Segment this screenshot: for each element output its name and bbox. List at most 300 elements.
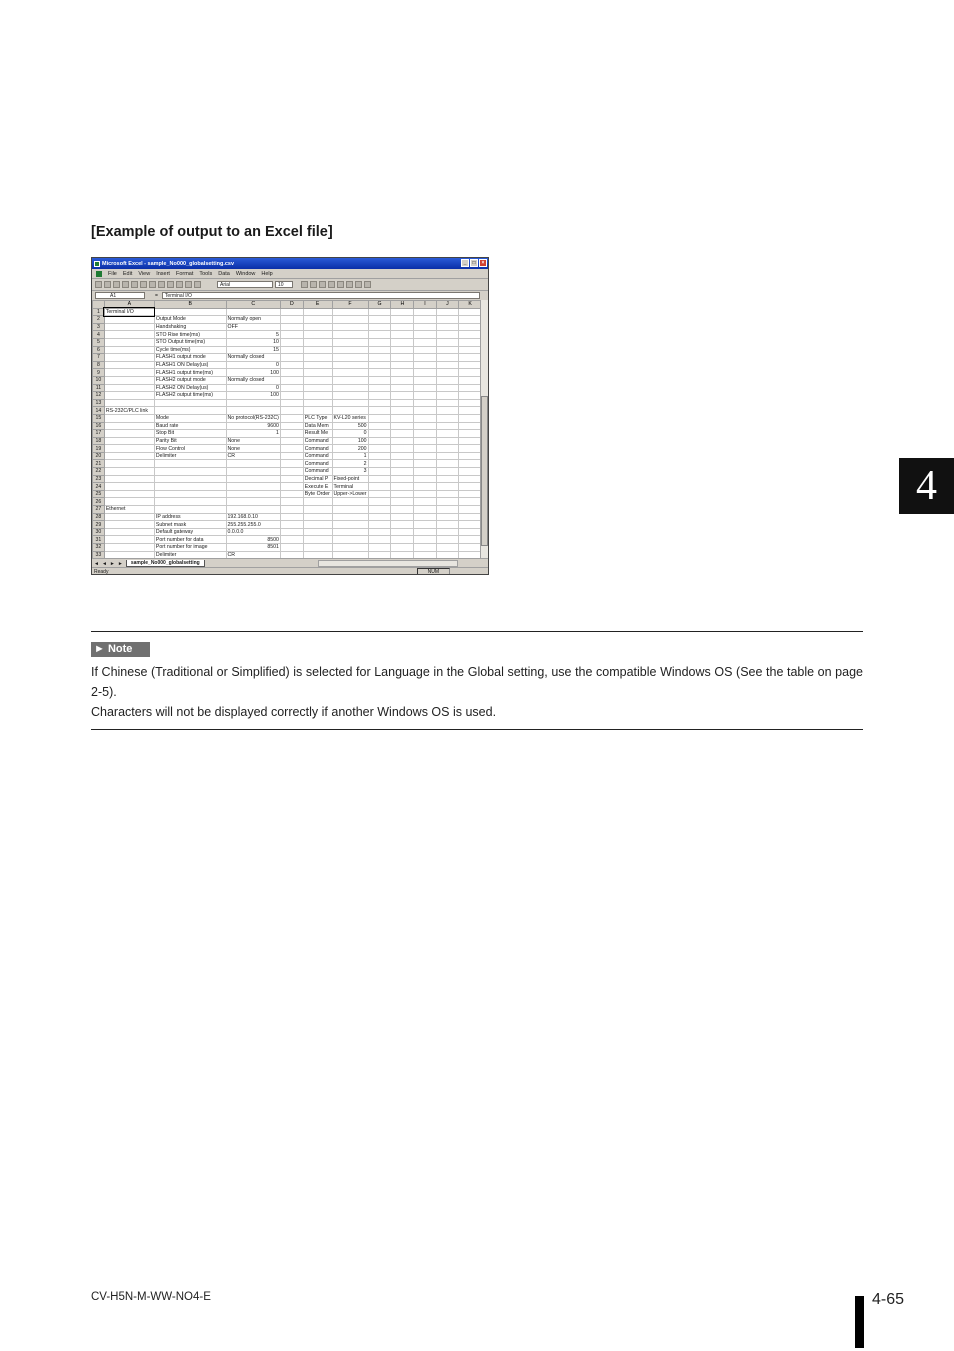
cell[interactable] [154, 407, 226, 415]
font-name-select[interactable]: Arial [217, 281, 273, 288]
help-icon[interactable] [194, 281, 201, 288]
cell[interactable] [459, 392, 482, 400]
cell[interactable] [303, 506, 332, 514]
cell[interactable] [154, 468, 226, 476]
cell[interactable] [368, 498, 391, 506]
cell[interactable] [104, 460, 154, 468]
cell[interactable] [332, 376, 368, 384]
cell[interactable] [104, 521, 154, 529]
cell[interactable] [368, 460, 391, 468]
cell[interactable] [436, 316, 459, 324]
cell[interactable] [414, 430, 436, 438]
cell[interactable] [459, 437, 482, 445]
cell[interactable] [280, 452, 303, 460]
row-header[interactable]: 11 [93, 384, 105, 392]
cell[interactable] [280, 346, 303, 354]
column-header[interactable]: F [332, 301, 368, 309]
row-header[interactable]: 8 [93, 361, 105, 369]
cell[interactable] [280, 536, 303, 544]
cell[interactable] [414, 490, 436, 498]
row-header[interactable]: 9 [93, 369, 105, 377]
cell[interactable]: No protocol(RS-232C) [227, 415, 279, 422]
menu-item[interactable]: Window [235, 270, 256, 277]
cell[interactable] [280, 506, 303, 514]
cell[interactable] [391, 407, 414, 415]
cell[interactable] [332, 316, 368, 324]
cell[interactable] [104, 331, 154, 339]
cell[interactable]: Fixed-point [332, 475, 368, 483]
cell[interactable]: FLASH1 output time(ms) [154, 369, 226, 377]
cell[interactable] [459, 369, 482, 377]
cell[interactable] [414, 392, 436, 400]
formula-input[interactable]: Terminal I/O [162, 292, 480, 299]
menu-item[interactable]: Tools [199, 270, 213, 277]
cell[interactable]: CR [226, 452, 280, 460]
maximize-icon[interactable]: □ [470, 259, 478, 267]
cell[interactable]: 100 [226, 369, 280, 377]
align-center-icon[interactable] [337, 281, 344, 288]
cell[interactable] [459, 376, 482, 384]
column-header[interactable]: B [154, 301, 226, 309]
cell[interactable] [226, 490, 280, 498]
cell[interactable] [332, 331, 368, 339]
cell[interactable] [414, 376, 436, 384]
cell[interactable] [368, 445, 391, 453]
cell[interactable]: 8500 [226, 536, 280, 544]
cell[interactable] [459, 407, 482, 415]
column-header[interactable]: D [280, 301, 303, 309]
row-header[interactable]: 32 [93, 544, 105, 552]
cell[interactable] [368, 384, 391, 392]
cell[interactable] [332, 544, 368, 552]
cell[interactable] [104, 430, 154, 438]
cell[interactable] [391, 422, 414, 430]
align-left-icon[interactable] [328, 281, 335, 288]
cell[interactable]: Terminal [332, 483, 368, 491]
cell[interactable] [459, 498, 482, 506]
cell[interactable] [414, 354, 436, 362]
row-header[interactable]: 16 [93, 422, 105, 430]
cell[interactable] [303, 551, 332, 558]
cell[interactable] [436, 399, 459, 407]
cell[interactable] [459, 331, 482, 339]
cell[interactable] [104, 384, 154, 392]
next-sheet-icon[interactable]: ► [109, 560, 115, 567]
cell[interactable]: Subnet mask [154, 521, 226, 529]
cell[interactable] [332, 513, 368, 521]
cell[interactable] [303, 407, 332, 415]
cell[interactable] [280, 407, 303, 415]
column-header[interactable]: C [226, 301, 280, 309]
cell[interactable] [368, 551, 391, 558]
cell[interactable] [459, 316, 482, 324]
cell[interactable] [459, 536, 482, 544]
cell[interactable] [280, 369, 303, 377]
cell[interactable] [280, 422, 303, 430]
cell[interactable] [391, 361, 414, 369]
cell[interactable] [332, 308, 368, 316]
cell[interactable] [459, 513, 482, 521]
cell[interactable] [303, 392, 332, 400]
cell[interactable]: Ethernet [104, 506, 154, 514]
cell[interactable] [436, 331, 459, 339]
cell[interactable] [303, 536, 332, 544]
row-header[interactable]: 7 [93, 354, 105, 362]
cell[interactable] [414, 513, 436, 521]
cell[interactable] [436, 445, 459, 453]
last-sheet-icon[interactable]: ► [117, 560, 123, 567]
menu-item[interactable]: Format [175, 270, 194, 277]
cell[interactable] [104, 490, 154, 498]
cell[interactable]: 0 [226, 384, 280, 392]
cell[interactable] [459, 308, 482, 316]
cell[interactable] [280, 460, 303, 468]
cell[interactable] [391, 414, 414, 422]
cell[interactable] [104, 544, 154, 552]
cell[interactable] [414, 346, 436, 354]
cell[interactable] [414, 536, 436, 544]
cell[interactable] [303, 544, 332, 552]
cell[interactable] [332, 354, 368, 362]
cell[interactable] [280, 498, 303, 506]
cell[interactable] [436, 376, 459, 384]
cell[interactable]: 1 [332, 452, 368, 460]
cell[interactable] [368, 316, 391, 324]
cell[interactable] [154, 490, 226, 498]
cell[interactable] [368, 323, 391, 331]
cell[interactable] [104, 498, 154, 506]
cell[interactable] [459, 338, 482, 346]
cell[interactable] [436, 521, 459, 529]
cell[interactable] [459, 354, 482, 362]
cell[interactable] [391, 544, 414, 552]
cell[interactable] [280, 354, 303, 362]
cell[interactable]: 100 [226, 392, 280, 400]
open-icon[interactable] [104, 281, 111, 288]
vertical-scrollbar[interactable] [480, 300, 488, 558]
column-header[interactable]: I [414, 301, 436, 309]
cell[interactable] [436, 361, 459, 369]
cell[interactable] [104, 452, 154, 460]
scroll-thumb[interactable] [481, 396, 488, 546]
cell[interactable]: KV-L20 series [332, 414, 368, 422]
row-header[interactable]: 27 [93, 506, 105, 514]
cell[interactable] [436, 369, 459, 377]
cell[interactable] [368, 452, 391, 460]
cell[interactable] [391, 528, 414, 536]
cell[interactable] [368, 521, 391, 529]
cell[interactable]: STO Output time(ms) [154, 338, 226, 346]
cell[interactable]: RS-232C/PLC link [104, 407, 154, 415]
cell[interactable] [391, 460, 414, 468]
horizontal-scrollbar[interactable] [318, 560, 458, 567]
cell[interactable]: 3 [332, 468, 368, 476]
row-header[interactable]: 18 [93, 437, 105, 445]
cell[interactable] [154, 460, 226, 468]
cell[interactable]: FLASH2 output mode [154, 376, 226, 384]
cell[interactable] [414, 399, 436, 407]
cell[interactable]: Command [303, 468, 332, 476]
row-header[interactable]: 10 [93, 376, 105, 384]
cell[interactable] [436, 384, 459, 392]
row-header[interactable]: 14 [93, 407, 105, 415]
cell[interactable] [226, 407, 280, 415]
column-header[interactable]: K [459, 301, 482, 309]
cell[interactable] [391, 483, 414, 491]
cell[interactable] [459, 323, 482, 331]
cell[interactable] [436, 536, 459, 544]
cell[interactable]: Byte Order [303, 490, 332, 498]
cell[interactable] [391, 392, 414, 400]
cell[interactable]: Normally open [226, 316, 280, 324]
cell[interactable] [436, 490, 459, 498]
cell[interactable] [154, 498, 226, 506]
cell[interactable] [414, 369, 436, 377]
cell[interactable] [459, 384, 482, 392]
cell[interactable]: 192.168.0.10 [226, 513, 280, 521]
cell[interactable] [280, 308, 303, 316]
cell[interactable] [436, 513, 459, 521]
cell[interactable] [332, 528, 368, 536]
cell[interactable]: FLASH2 ON Delay(us) [154, 384, 226, 392]
cell[interactable] [391, 475, 414, 483]
cell[interactable]: STO Rise time(ms) [154, 331, 226, 339]
cell[interactable] [280, 475, 303, 483]
cell[interactable] [414, 384, 436, 392]
cell[interactable] [104, 338, 154, 346]
cell[interactable] [280, 528, 303, 536]
cell[interactable]: Delimiter [154, 452, 226, 460]
cell[interactable] [368, 354, 391, 362]
cell[interactable] [459, 445, 482, 453]
print-icon[interactable] [122, 281, 129, 288]
cell[interactable] [368, 407, 391, 415]
cell[interactable] [436, 475, 459, 483]
cell[interactable] [391, 430, 414, 438]
cell[interactable] [104, 369, 154, 377]
cell[interactable] [391, 331, 414, 339]
cell[interactable] [226, 460, 280, 468]
cell[interactable] [104, 445, 154, 453]
cell[interactable] [436, 468, 459, 476]
cell[interactable] [280, 445, 303, 453]
cell[interactable] [459, 361, 482, 369]
cell[interactable] [459, 430, 482, 438]
cell[interactable]: Port number for data [154, 536, 226, 544]
cell[interactable]: None [226, 445, 280, 453]
save-icon[interactable] [113, 281, 120, 288]
cell[interactable] [368, 346, 391, 354]
cell[interactable] [303, 528, 332, 536]
cell[interactable]: Default gateway [154, 528, 226, 536]
cell[interactable] [414, 498, 436, 506]
close-icon[interactable]: × [479, 259, 487, 267]
cell[interactable] [368, 430, 391, 438]
cell[interactable] [391, 513, 414, 521]
row-header[interactable]: 6 [93, 346, 105, 354]
cell[interactable]: Command [303, 445, 332, 453]
row-header[interactable]: 25 [93, 490, 105, 498]
cell[interactable] [414, 407, 436, 415]
row-header[interactable]: 20 [93, 452, 105, 460]
row-header[interactable]: 23 [93, 475, 105, 483]
cell[interactable] [280, 331, 303, 339]
cell[interactable] [391, 521, 414, 529]
cell[interactable] [332, 392, 368, 400]
column-header[interactable]: H [391, 301, 414, 309]
cell[interactable] [414, 308, 436, 316]
menu-item[interactable]: Edit [122, 270, 133, 277]
cell[interactable] [459, 475, 482, 483]
cell[interactable] [391, 498, 414, 506]
row-header[interactable]: 17 [93, 430, 105, 438]
copy-icon[interactable] [140, 281, 147, 288]
cell[interactable] [414, 483, 436, 491]
cell[interactable]: None [226, 437, 280, 445]
cell[interactable] [414, 544, 436, 552]
row-header[interactable]: 26 [93, 498, 105, 506]
chart-icon[interactable] [185, 281, 192, 288]
cell[interactable] [436, 437, 459, 445]
cell[interactable]: Flow Control [154, 445, 226, 453]
cell[interactable]: 5 [226, 331, 280, 339]
cell[interactable] [332, 407, 368, 415]
cell[interactable] [414, 551, 436, 558]
cell[interactable] [104, 513, 154, 521]
cell[interactable] [303, 354, 332, 362]
cell[interactable]: Command [303, 437, 332, 445]
cell[interactable]: FLASH1 ON Delay(us) [154, 361, 226, 369]
row-header[interactable]: 31 [93, 536, 105, 544]
cell[interactable] [303, 316, 332, 324]
first-sheet-icon[interactable]: ◄ [94, 560, 99, 567]
cell[interactable] [303, 498, 332, 506]
row-header[interactable]: 24 [93, 483, 105, 491]
cell[interactable] [332, 521, 368, 529]
cell[interactable] [332, 338, 368, 346]
cell[interactable] [436, 338, 459, 346]
cell[interactable] [368, 399, 391, 407]
cell[interactable] [414, 445, 436, 453]
cell[interactable]: 255.255.255.0 [226, 521, 280, 529]
column-header[interactable]: J [436, 301, 459, 309]
cell[interactable] [280, 437, 303, 445]
new-icon[interactable] [95, 281, 102, 288]
cell[interactable] [368, 331, 391, 339]
menu-item[interactable]: View [138, 270, 151, 277]
cell[interactable] [104, 528, 154, 536]
cell[interactable] [414, 468, 436, 476]
cell[interactable]: Decimal P [303, 475, 332, 483]
cell[interactable] [280, 323, 303, 331]
cell[interactable]: 10 [226, 338, 280, 346]
cell[interactable] [368, 369, 391, 377]
cell[interactable] [332, 361, 368, 369]
cell[interactable] [280, 521, 303, 529]
italic-icon[interactable] [310, 281, 317, 288]
row-header[interactable]: 22 [93, 468, 105, 476]
cell[interactable] [368, 437, 391, 445]
cell[interactable] [280, 468, 303, 476]
cell[interactable] [459, 544, 482, 552]
cell[interactable]: 0.0.0.0 [226, 528, 280, 536]
font-color-icon[interactable] [364, 281, 371, 288]
cell[interactable]: 0 [332, 430, 368, 438]
cell[interactable] [332, 346, 368, 354]
cell[interactable] [368, 422, 391, 430]
cell[interactable] [436, 407, 459, 415]
cell[interactable] [303, 338, 332, 346]
cell[interactable] [391, 445, 414, 453]
cell[interactable] [391, 376, 414, 384]
cell[interactable] [303, 376, 332, 384]
cell[interactable] [459, 528, 482, 536]
cell[interactable] [391, 316, 414, 324]
row-header[interactable]: 2 [93, 316, 105, 324]
cell[interactable] [436, 392, 459, 400]
cell[interactable] [280, 430, 303, 438]
cell[interactable] [280, 392, 303, 400]
cell[interactable]: Execute E [303, 483, 332, 491]
cell[interactable] [332, 498, 368, 506]
cell[interactable] [436, 528, 459, 536]
cell[interactable] [414, 323, 436, 331]
cell[interactable]: 0 [226, 361, 280, 369]
cell[interactable]: Data Mem [303, 422, 332, 430]
cell[interactable] [391, 399, 414, 407]
cell[interactable]: Command [303, 460, 332, 468]
cell[interactable] [280, 361, 303, 369]
cell[interactable] [436, 422, 459, 430]
cell[interactable]: Upper->Lower [333, 491, 367, 498]
cell[interactable] [104, 551, 154, 558]
cell[interactable] [414, 437, 436, 445]
cell[interactable] [459, 346, 482, 354]
cell[interactable] [459, 521, 482, 529]
cell[interactable] [436, 414, 459, 422]
cell[interactable] [368, 506, 391, 514]
underline-icon[interactable] [319, 281, 326, 288]
row-header[interactable]: 13 [93, 399, 105, 407]
cell[interactable] [368, 528, 391, 536]
cell[interactable] [459, 551, 482, 558]
minimize-icon[interactable]: _ [461, 259, 469, 267]
cell[interactable] [303, 361, 332, 369]
cell[interactable] [104, 323, 154, 331]
cell[interactable] [391, 338, 414, 346]
cell[interactable]: Handshaking [154, 323, 226, 331]
cell[interactable] [226, 475, 280, 483]
menu-item[interactable]: Help [261, 270, 273, 277]
cell[interactable] [303, 331, 332, 339]
cell[interactable]: 8501 [226, 544, 280, 552]
select-all-corner[interactable] [93, 301, 105, 309]
cell[interactable] [391, 468, 414, 476]
sort-icon[interactable] [176, 281, 183, 288]
cell[interactable] [154, 475, 226, 483]
cell[interactable]: FLASH1 output mode [154, 354, 226, 362]
font-size-select[interactable]: 10 [275, 281, 293, 288]
menu-item[interactable]: Insert [156, 270, 170, 277]
cell[interactable] [104, 399, 154, 407]
cell[interactable] [303, 521, 332, 529]
cell[interactable] [280, 551, 303, 558]
cell[interactable]: IP address [154, 513, 226, 521]
cell[interactable] [104, 475, 154, 483]
cell[interactable] [414, 506, 436, 514]
cell[interactable] [154, 506, 226, 514]
cell[interactable] [303, 399, 332, 407]
